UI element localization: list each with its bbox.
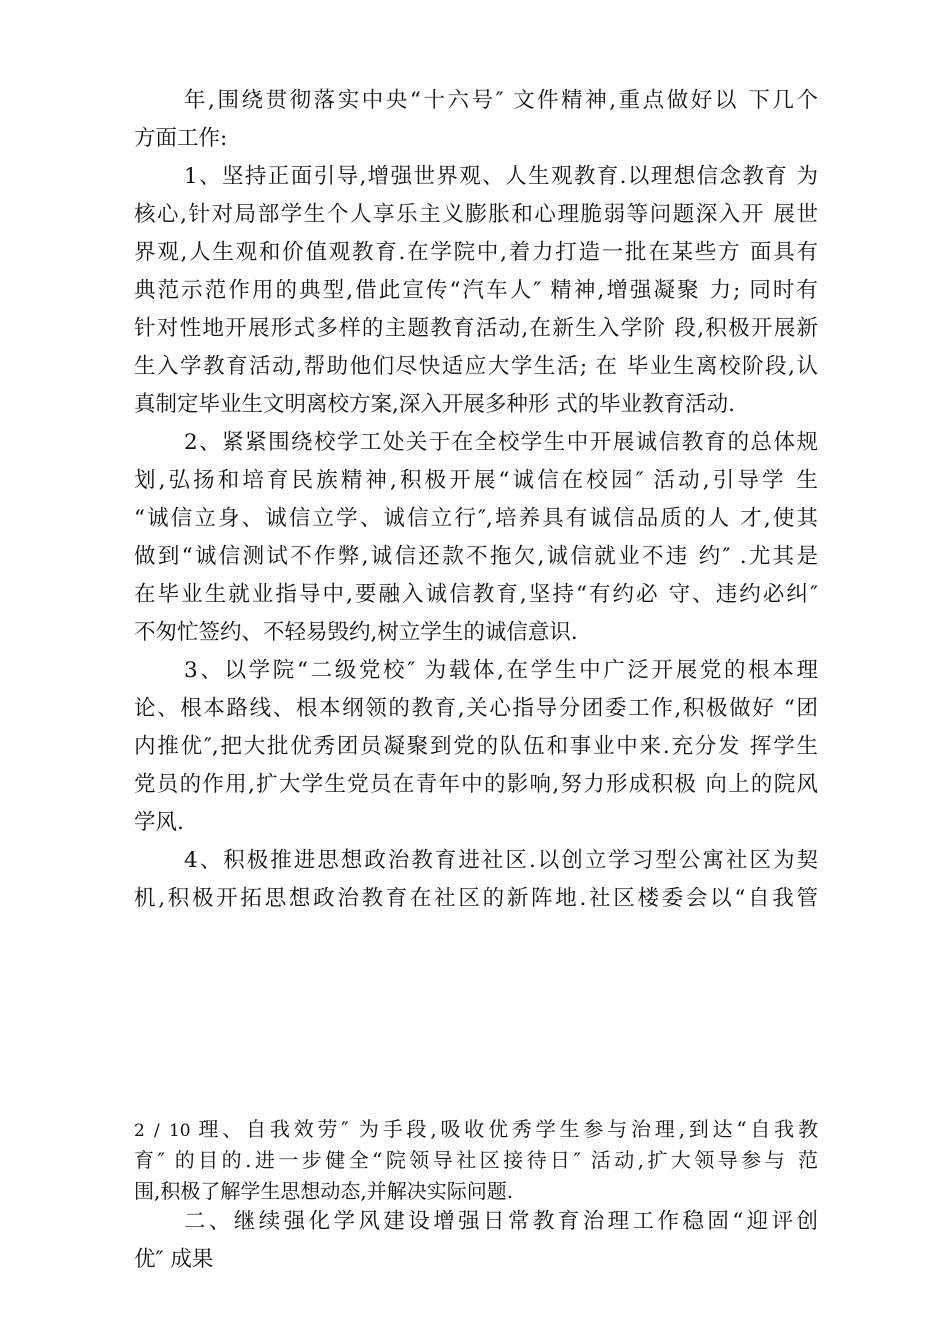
footer-text: 围,积极了解学生思想动态,并解决实际问题.	[134, 1179, 514, 1203]
text-line: 针对性地开展形式多样的主题教育活动,在新生入学阶 段,积极开展新	[134, 316, 818, 341]
page-number: 2 / 10	[134, 1121, 191, 1141]
text-line: 机,积极开拓思想政治教育在社区的新阵地.社区楼委会以“自我管	[134, 886, 818, 911]
text-line: 核心,针对局部学生个人享乐主义膨胀和心理脆弱等问题深入开 展世	[134, 202, 818, 227]
footer-text-line	[134, 1114, 818, 1145]
text-line: 做到“诚信测试不作弊,诚信还款不拖欠,诚信就业不违 约″ .尤其是	[134, 544, 818, 569]
footer-text: 理、自我效劳″ 为手段,吸收优秀学生参与治理,到达“自我教	[194, 1117, 818, 1141]
text-line: 划,弘扬和培育民族精神,积极开展“诚信在校园″ 活动,引导学 生	[134, 468, 818, 493]
text-line: 不匆忙签约、不轻易毁约,树立学生的诚信意识.	[134, 620, 578, 645]
text-line: 2、紧紧围绕校学工处关于在全校学生中开展诚信教育的总体规	[184, 430, 818, 455]
text-line: 3、以学院“二级党校″ 为载体,在学生中广泛开展党的根本理	[184, 658, 818, 683]
text-line: 方面工作:	[134, 126, 228, 151]
footer-text-line	[134, 1145, 818, 1176]
heading-line: 优″ 成果	[134, 1247, 214, 1272]
text-line: 4、积极推进思想政治教育进社区.以创立学习型公寓社区为契	[184, 848, 818, 873]
page-footer-continuation	[134, 1114, 818, 1207]
footer-text: 育″ 的目的.进一步健全“院领导社区接待日″ 活动,扩大领导参与 范	[134, 1148, 818, 1172]
text-line: 生入学教育活动,帮助他们尽快适应大学生活; 在 毕业生离校阶段,认	[134, 354, 818, 379]
heading-line: 二、继续强化学风建设增强日常教育治理工作稳固“迎评创	[184, 1209, 818, 1234]
text-line: “诚信立身、诚信立学、诚信立行″,培养具有诚信品质的人 才,使其	[134, 506, 818, 531]
text-line: 1、坚持正面引导,增强世界观、人生观教育.以理想信念教育 为	[184, 164, 818, 189]
text-line: 论、根本路线、根本纲领的教育,关心指导分团委工作,积极做好 “团	[134, 696, 818, 721]
text-line: 在毕业生就业指导中,要融入诚信教育,坚持“有约必 守、违约必纠″	[134, 582, 818, 607]
body-text-upper	[134, 82, 818, 918]
text-line: 典范示范作用的典型,借此宣传“汽车人″ 精神,增强凝聚 力; 同时有	[134, 278, 818, 303]
text-line: 年,围绕贯彻落实中央“十六号″ 文件精神,重点做好以 下几个	[184, 88, 818, 113]
text-line: 党员的作用,扩大学生党员在青年中的影响,努力形成积极 向上的院风	[134, 772, 818, 797]
text-line: 内推优″,把大批优秀团员凝聚到党的队伍和事业中来.充分发 挥学生	[134, 734, 818, 759]
text-line: 界观,人生观和价值观教育.在学院中,着力打造一批在某些方 面具有	[134, 240, 818, 265]
text-line: 真制定毕业生文明离校方案,深入开展多种形 式的毕业教育活动.	[134, 392, 736, 417]
text-line: 学风.	[134, 810, 184, 835]
section-heading-block	[134, 1203, 818, 1279]
